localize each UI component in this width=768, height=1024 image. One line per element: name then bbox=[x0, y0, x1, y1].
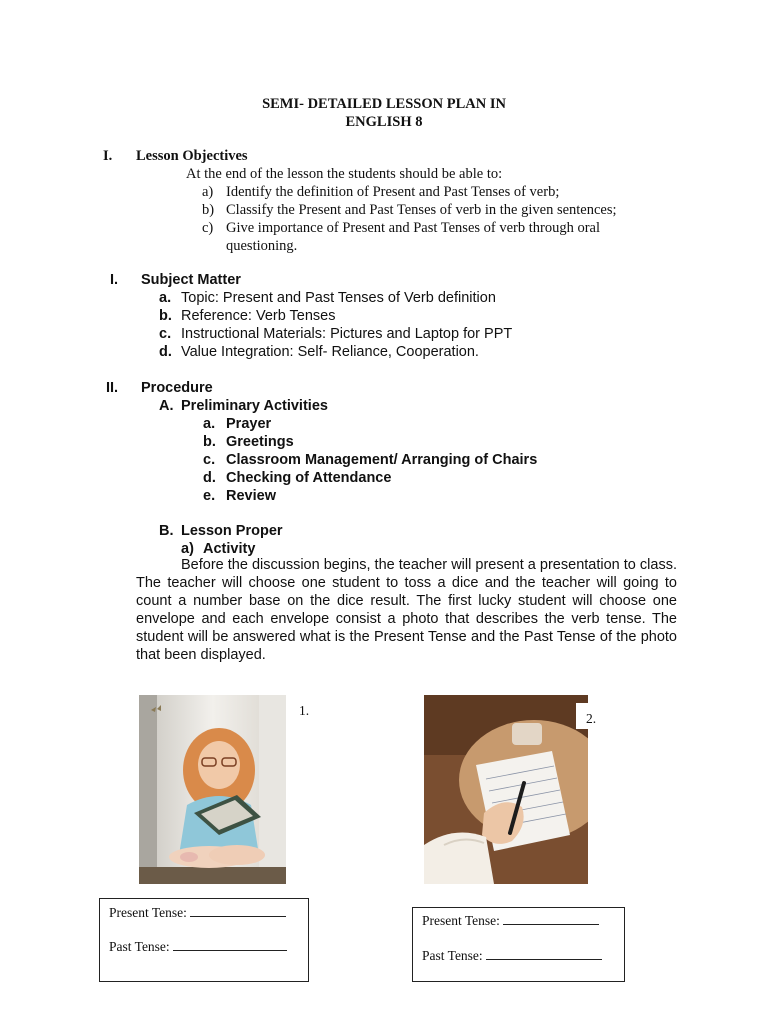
preliminary-item-text: Review bbox=[226, 488, 276, 504]
subject-item-marker: c. bbox=[159, 326, 172, 342]
past-tense-blank[interactable] bbox=[486, 949, 602, 960]
preliminary-item-marker: e. bbox=[203, 488, 216, 504]
preliminary-item-text: Prayer bbox=[226, 416, 272, 432]
present-tense-label: Present Tense: bbox=[109, 905, 187, 920]
preliminary-item-text: Classroom Management/ Arranging of Chairs bbox=[226, 452, 538, 468]
subject-item-text: Reference: Verb Tenses bbox=[181, 308, 336, 324]
photo-number-1: 1. bbox=[299, 703, 310, 718]
present-tense-blank[interactable] bbox=[190, 906, 286, 917]
preliminary-item-text: Greetings bbox=[226, 434, 294, 450]
objective-text: Classify the Present and Past Tenses of verb in the given sentences; bbox=[226, 202, 617, 218]
preliminary-item-marker: b. bbox=[203, 434, 216, 450]
subject-item-marker: a. bbox=[159, 290, 172, 306]
objective-marker: a) bbox=[202, 184, 214, 200]
activity-heading: Activity bbox=[203, 541, 256, 557]
activity-paragraph: Before the discussion begins, the teacher will present a presentation to class. The teacher will choose one student to toss a dice and the teacher will going to count a number base on the dice result. The first lucky student will choose one envelope and each envelope consist a photo that describes the verb tense. The student will be answered what is the Present Tense and the Past Tense of the photo that been displayed. bbox=[136, 557, 677, 663]
preliminary-marker: A. bbox=[159, 398, 174, 414]
answer-box-1 bbox=[99, 898, 309, 982]
girl-reading-book-photo bbox=[139, 695, 286, 884]
document-title-line2: ENGLISH 8 bbox=[345, 114, 423, 130]
objective-marker: c) bbox=[202, 220, 214, 236]
present-tense-label: Present Tense: bbox=[422, 913, 500, 928]
objectives-numeral: I. bbox=[103, 148, 113, 164]
past-tense-blank[interactable] bbox=[173, 940, 287, 951]
preliminary-item-marker: d. bbox=[203, 470, 216, 486]
preliminary-item-text: Checking of Attendance bbox=[226, 470, 392, 486]
objective-marker: b) bbox=[202, 202, 215, 218]
subject-matter-heading: Subject Matter bbox=[141, 272, 241, 288]
subject-item-text: Value Integration: Self- Reliance, Cooperation. bbox=[181, 344, 479, 360]
subject-matter-numeral: I. bbox=[110, 272, 119, 288]
procedure-numeral: II. bbox=[106, 380, 119, 396]
photo-number-2: 2. bbox=[586, 711, 597, 726]
objective-text: Give importance of Present and Past Tenses of verb through oral bbox=[226, 220, 601, 236]
objective-text: Identify the definition of Present and Past Tenses of verb; bbox=[226, 184, 560, 200]
subject-item-marker: b. bbox=[159, 308, 172, 324]
present-tense-blank[interactable] bbox=[503, 914, 599, 925]
subject-item-text: Topic: Present and Past Tenses of Verb definition bbox=[181, 290, 496, 306]
subject-item-marker: d. bbox=[159, 344, 172, 360]
hand-writing-notes-photo bbox=[424, 695, 588, 884]
past-tense-label: Past Tense: bbox=[422, 948, 483, 963]
answer-box-2 bbox=[412, 907, 625, 982]
lesson-proper-heading: Lesson Proper bbox=[181, 523, 283, 539]
objectives-intro: At the end of the lesson the students should be able to: bbox=[186, 166, 503, 182]
preliminary-item-marker: c. bbox=[203, 452, 216, 468]
objective-text-continued: questioning. bbox=[226, 238, 298, 254]
procedure-heading: Procedure bbox=[141, 380, 213, 396]
subject-item-text: Instructional Materials: Pictures and Laptop for PPT bbox=[181, 326, 513, 342]
activity-marker: a) bbox=[181, 541, 194, 557]
document-title-line1: SEMI- DETAILED LESSON PLAN IN bbox=[262, 96, 506, 112]
objectives-heading: Lesson Objectives bbox=[136, 148, 248, 164]
preliminary-item-marker: a. bbox=[203, 416, 216, 432]
past-tense-label: Past Tense: bbox=[109, 939, 170, 954]
lesson-proper-marker: B. bbox=[159, 523, 174, 539]
preliminary-heading: Preliminary Activities bbox=[181, 398, 328, 414]
